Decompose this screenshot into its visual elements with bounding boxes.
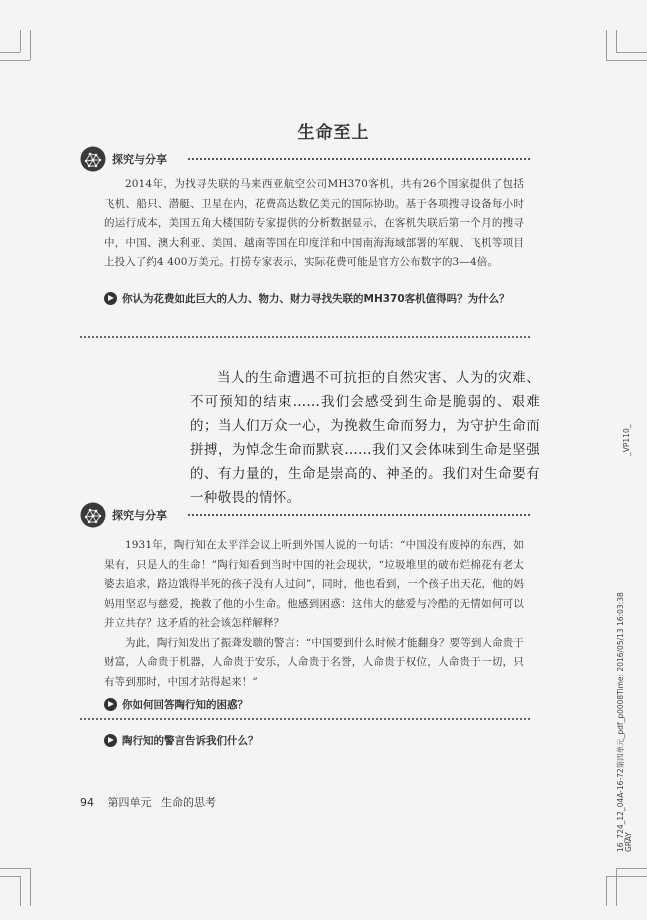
unit-label: 第四单元 (107, 796, 152, 809)
arrow-icon (104, 292, 117, 305)
section2-label: 探究与分享 (112, 509, 167, 522)
explore-share-icon (80, 502, 106, 528)
gray-tag: GRAY (624, 832, 633, 852)
crop-mark (0, 868, 30, 869)
section1-question-text: 你认为花费如此巨大的人力、物力、财力寻找失联的MH370客机值得吗？为什么？ (122, 293, 510, 305)
crop-mark (606, 30, 607, 60)
crop-mark (20, 30, 21, 52)
section1-body (104, 175, 524, 273)
section-divider (80, 718, 530, 720)
quote-text: 当人的生命遭遇不可抗拒的自然灾害、人为的灾难、不可预知的结束……我们会感受到生命是脆弱的、艰难的；当人们万众一心，为挽救生命而努力，为守护生命而拼搏，为悼念生命而默哀……我们又会体味到生命是坚强的、有力量的，生命是崇高的、神圣的。我们对生命要有一种敬畏的情怀。 (190, 370, 540, 506)
page-title: 生命至上 (297, 123, 370, 143)
section1-question (104, 290, 552, 308)
section2-question-2 (104, 732, 542, 750)
crop-mark (30, 868, 31, 906)
section1-dotted-rule (188, 158, 530, 160)
section1-label: 探究与分享 (112, 153, 167, 166)
section2-body (104, 536, 524, 692)
section2-dotted-rule (188, 514, 530, 516)
unit-title: 生命的思考 (161, 796, 216, 809)
arrow-icon (104, 698, 117, 711)
section1-header (80, 146, 530, 170)
crop-mark (616, 52, 647, 53)
section2-question-text: 陶行知的警言告诉我们什么？ (122, 735, 259, 747)
arrow-icon (104, 734, 117, 747)
print-info: 16_724_12_04A-16-72第四单元_pdf_p0008Time: 2016/05/13 16:03:38 (616, 592, 625, 852)
crop-mark (20, 876, 21, 906)
quote-block (190, 366, 540, 510)
crop-mark (606, 876, 607, 906)
crop-mark (606, 876, 647, 877)
side-tag: _VP110_ (622, 424, 631, 456)
crop-mark (0, 876, 20, 877)
section2-paragraph: 1931年，陶行知在太平洋会议上听到外国人说的一句话：“中国没有废掉的东西，如果有，只是人的生命！”陶行知看到当时中国的社会现状，“垃圾堆里的破布烂棉花有老太婆去追求，路边饿得半死的孩子没有人过问”，同时，他也看到，一个孩子出天花，他的妈妈用坚忍与慈爱，挽救了他的小生命。他感到困惑：这伟大的慈爱与冷酷的无情如何可以并立共存？这矛盾的社会该怎样解释？ (104, 539, 524, 629)
page-number: 94 (80, 796, 94, 809)
crop-mark (616, 868, 647, 869)
section2-paragraph: 为此，陶行知发出了振聋发聩的警言：“中国要到什么时候才能翻身？要等到人命贵于财富，人命贵于机器，人命贵于安乐，人命贵于名誉，人命贵于权位，人命贵于一切，只有等到那时，中国才站得起来！” (104, 636, 524, 688)
section2-question-1 (104, 696, 542, 714)
crop-mark (0, 52, 20, 53)
crop-mark (0, 60, 30, 61)
section1-paragraph: 2014年，为找寻失联的马来西亚航空公司MH370客机，共有26个国家提供了包括飞机、船只、潜艇、卫星在内，花费高达数亿美元的国际协助。基于各项搜寻设备每小时的运行成本，美国五角大楼国防专家提供的分析数据显示，在客机失联后第一个月的搜寻中，中国、澳大利亚、美国、越南等国在印度洋和中国南海海域部署的军舰、飞机等项目上投入了约4 400万美元。打捞专家表示，实际花费可能是官方公布数字的3—4倍。 (104, 178, 524, 268)
section2-question-text: 你如何回答陶行知的困惑？ (122, 699, 248, 711)
crop-mark (616, 30, 617, 52)
section2-header (80, 502, 530, 526)
crop-mark (606, 60, 647, 61)
explore-share-icon (80, 146, 106, 172)
section-divider (80, 336, 530, 338)
page-footer (80, 794, 216, 810)
crop-mark (616, 868, 617, 906)
crop-mark (30, 30, 31, 60)
